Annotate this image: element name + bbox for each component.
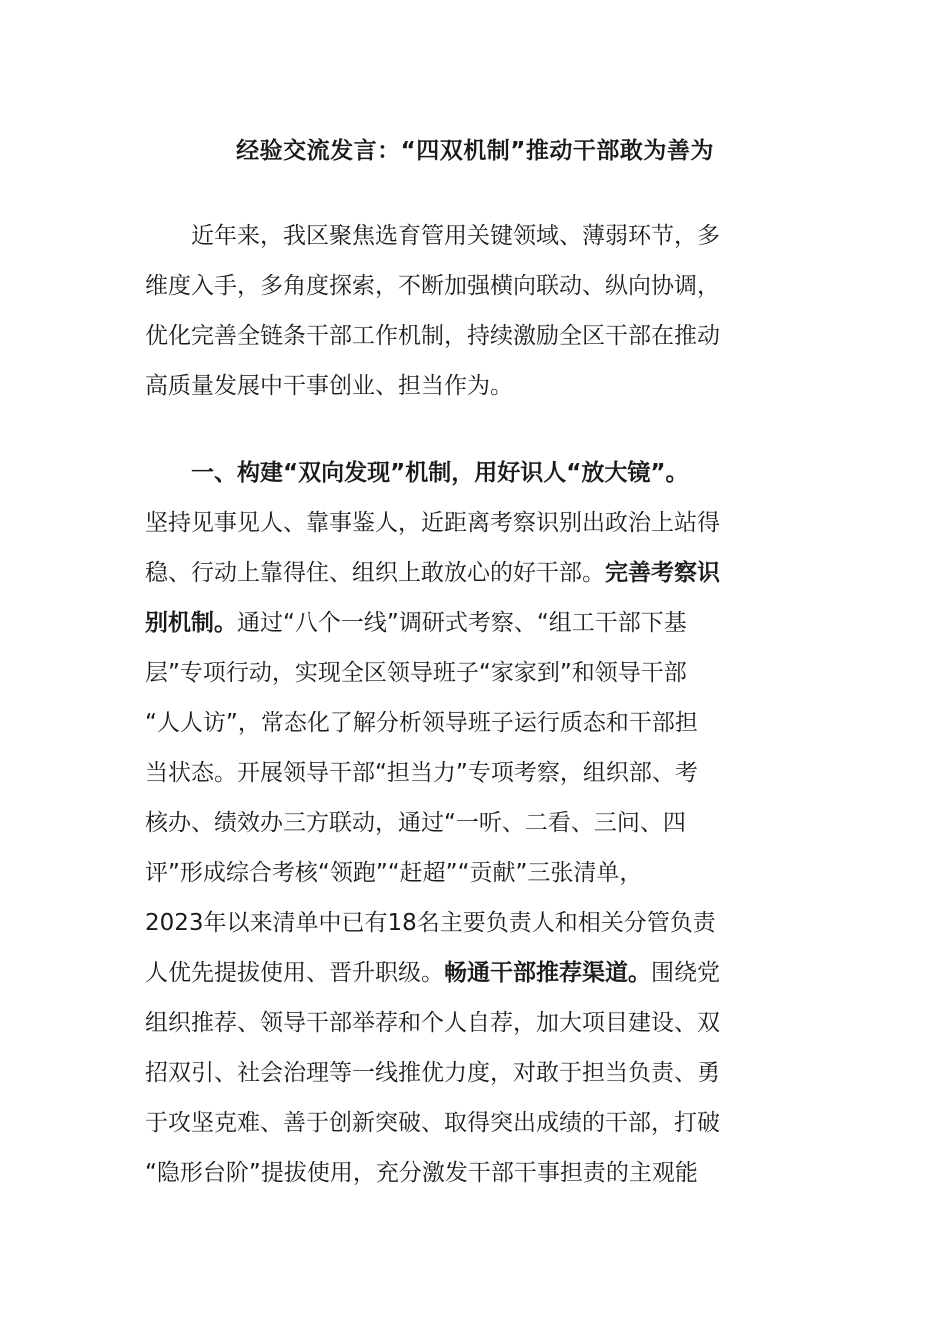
line-text: “隐形台阶”提拔使用，充分激发干部干事担责的主观能: [145, 1160, 698, 1186]
paragraph-line: [145, 555, 815, 591]
paragraph-line: [145, 805, 815, 841]
paragraph-line: [145, 318, 815, 354]
section-heading: [145, 455, 815, 491]
paragraph-line: [145, 905, 815, 941]
line-text: 当状态。开展领导干部“担当力”专项考察，组织部、考: [145, 760, 698, 786]
line-text: 高质量发展中干事创业、担当作为。: [145, 373, 513, 399]
heading-text: 一、构建“双向发现”机制，用好识人“放大镜”。: [145, 460, 689, 486]
document-title: 经验交流发言：“四双机制”推动干部敢为善为: [236, 138, 714, 164]
paragraph-line: [145, 755, 815, 791]
line-text: 通过“八个一线”调研式考察、“组工干部下基: [237, 610, 687, 636]
line-text: 人优先提拔使用、晋升职级。: [145, 960, 444, 986]
bold-lead: 畅通干部推荐渠道。: [444, 960, 651, 986]
line-text: 优化完善全链条干部工作机制，持续激励全区干部在推动: [145, 323, 720, 349]
paragraph-line: [145, 705, 815, 741]
line-text: “人人访”，常态化了解分析领导班子运行质态和干部担: [145, 710, 698, 736]
line-text: 招双引、社会治理等一线推优力度，对敢于担当负责、勇: [145, 1060, 720, 1086]
paragraph-line: [145, 1105, 815, 1141]
paragraph-line: [145, 1005, 815, 1041]
paragraph-line: [145, 605, 815, 641]
paragraph-line: [145, 505, 815, 541]
line-text: 维度入手，多角度探索，不断加强横向联动、纵向协调，: [145, 273, 720, 299]
line-text: 围绕党: [651, 960, 720, 986]
line-text: 于攻坚克难、善于创新突破、取得突出成绩的干部，打破: [145, 1110, 720, 1136]
paragraph-line: [145, 268, 815, 304]
paragraph-line: [145, 368, 815, 404]
paragraph-line: [145, 655, 815, 691]
paragraph-line: [145, 955, 815, 991]
line-text: 坚持见事见人、靠事鉴人，近距离考察识别出政治上站得: [145, 510, 720, 536]
paragraph-line: [145, 1055, 815, 1091]
line-text: 核办、绩效办三方联动，通过“一听、二看、三问、四: [145, 810, 686, 836]
paragraph-line: [145, 855, 815, 891]
line-text: 2023年以来清单中已有18名主要负责人和相关分管负责: [145, 910, 716, 936]
paragraph-line: [145, 1155, 815, 1191]
bold-lead: 别机制。: [145, 610, 237, 636]
line-text: 近年来，我区聚焦选育管用关键领域、薄弱环节，多: [145, 223, 720, 249]
line-text: 层”专项行动，实现全区领导班子“家家到”和领导干部: [145, 660, 687, 686]
line-text: 组织推荐、领导干部举荐和个人自荐，加大项目建设、双: [145, 1010, 720, 1036]
line-text: 评”形成综合考核“领跑”“赶超”“贡献”三张清单，: [145, 860, 643, 886]
paragraph-line: [145, 218, 815, 254]
bold-lead: 完善考察识: [605, 560, 720, 586]
line-text: 稳、行动上靠得住、组织上敢放心的好干部。: [145, 560, 605, 586]
